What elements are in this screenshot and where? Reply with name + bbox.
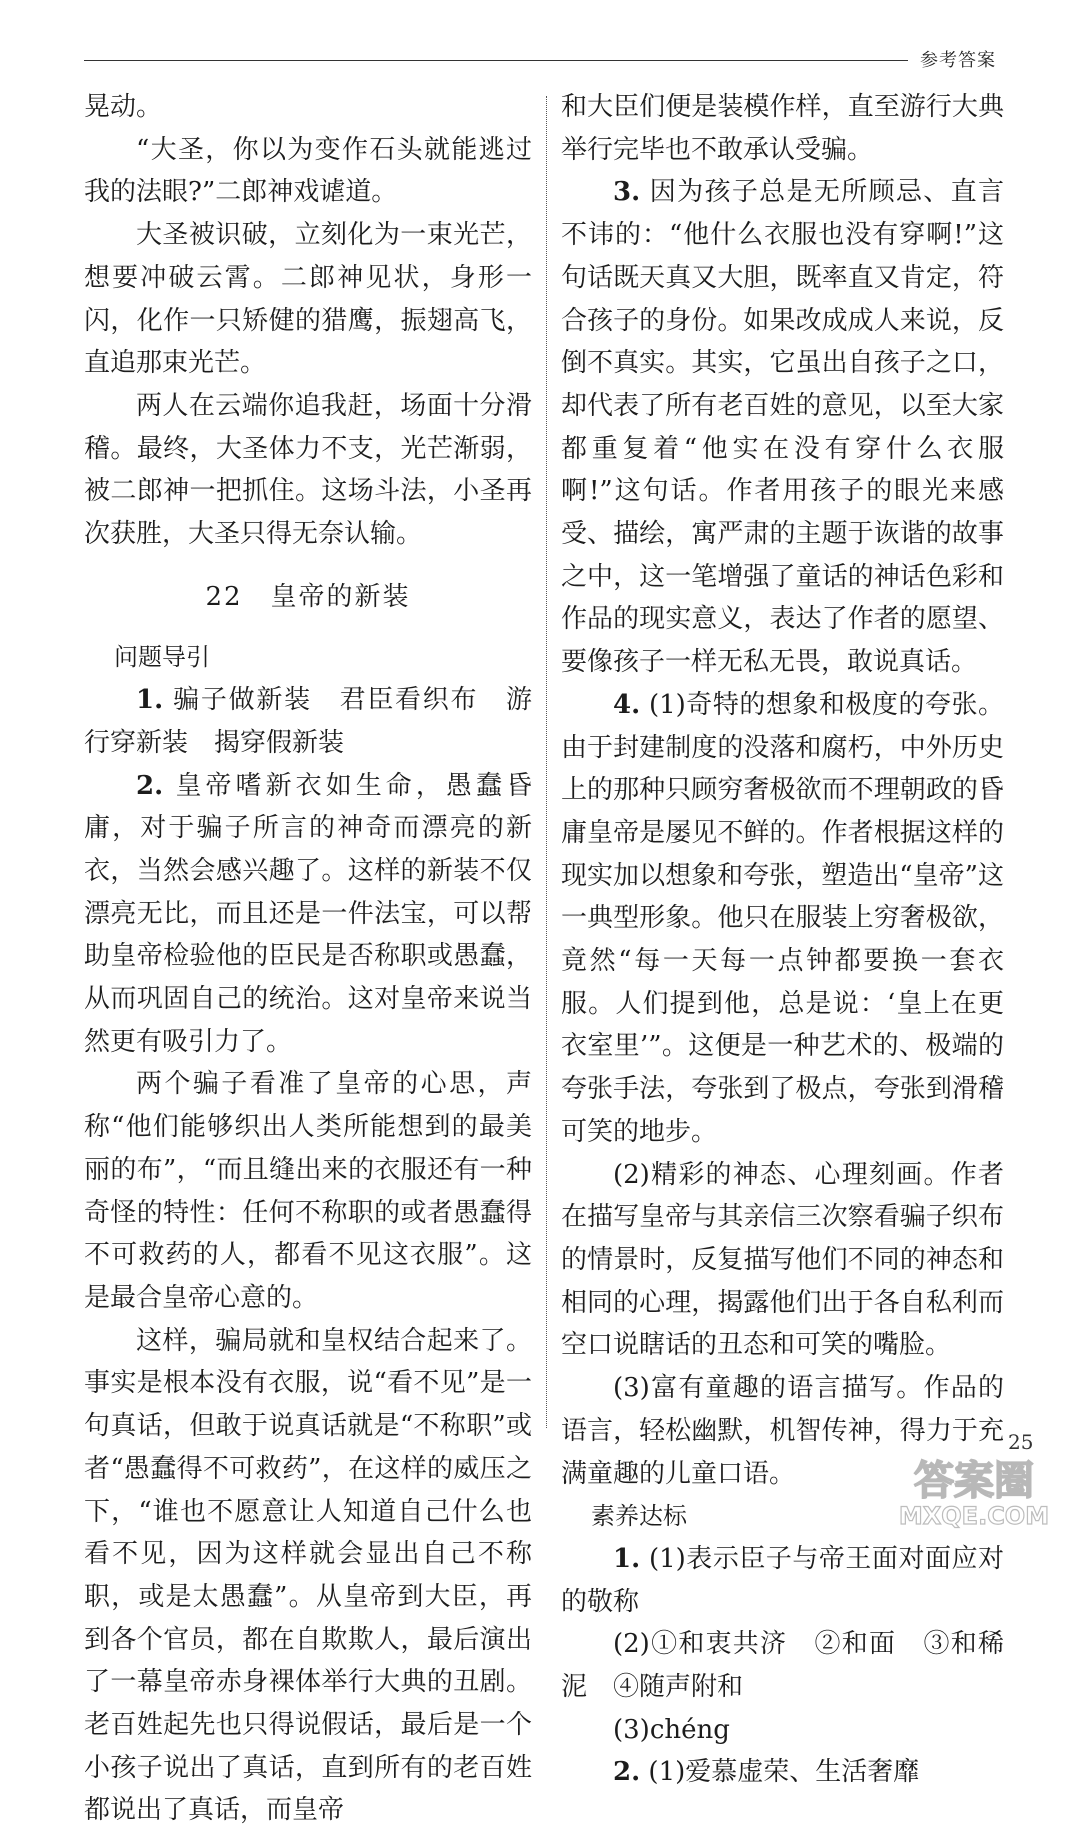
watermark-bottom-text: MXQE.COM <box>898 1502 1050 1530</box>
answer-paragraph <box>84 765 532 1064</box>
answer-paragraph <box>561 1709 1004 1752</box>
item-number: 4. <box>613 689 641 720</box>
answer-paragraph <box>84 679 532 764</box>
answer-paragraph <box>561 684 1004 1154</box>
right-column <box>561 86 1004 1794</box>
paragraph-text: (1)表示臣子与帝王面对面应对的敬称 <box>561 1543 1004 1617</box>
item-number: 1. <box>613 1543 641 1574</box>
watermark-top-text: 答案圈 <box>914 1458 1034 1504</box>
paragraph-text: 两人在云端你追我赶，场面十分滑稽。最终，大圣体力不支，光芒渐弱，被二郎神一把抓住。这场斗法，小圣再次获胜，大圣只得无奈认输。 <box>84 390 532 550</box>
item-number: 2. <box>136 770 164 801</box>
paragraph-text: 因为孩子总是无所顾忌、直言不讳的：“他什么衣服也没有穿啊!”这句话既天真又大胆，既率直又肯定，符合孩子的身份。如果改成成人来说，反倒不真实。其实，它虽出自孩子之口，却代表了所有老百姓的意见，以至大家都重复着“他实在没有穿什么衣服啊!”这句话。作者用孩子的眼光来感受、描绘，寓严肃的主题于诙谐的故事之中，这一笔增强了童话的神话色彩和作品的现实意义，表达了作者的愿望、要像孩子一样无私无畏，敢说真话。 <box>561 177 1004 678</box>
section-title <box>84 576 532 619</box>
paragraph-text: 两个骗子看准了皇帝的心思，声称“他们能够织出人类所能想到的最美丽的布”，“而且缝出来的衣服还有一种奇怪的特性：任何不称职的或者愚蠢得不可救药的人，都看不见这衣服”。这是最合皇帝心意的。 <box>84 1069 532 1313</box>
header-rule <box>84 60 908 61</box>
item-number: 1. <box>136 685 164 716</box>
answer-paragraph <box>561 1751 1004 1794</box>
paragraph-text: 22 皇帝的新装 <box>205 581 411 612</box>
subsection-heading <box>84 636 532 679</box>
watermark-logo <box>884 1448 1064 1530</box>
paragraph-text: (3)富有童趣的语言描写。作品的语言，轻松幽默，机智传神，得力于充满童趣的儿童口语。 <box>561 1373 1004 1489</box>
paragraph-text: 问题导引 <box>114 643 210 672</box>
paragraph-text: (3)chéng <box>613 1714 730 1745</box>
paragraph-text: 晃动。 <box>84 92 163 122</box>
paragraph-text: 大圣被识破，立刻化为一束光芒，想要冲破云霄。二郎神见状，身形一闪，化作一只矫健的猎鹰，振翅高飞，直追那束光芒。 <box>84 220 532 379</box>
left-column <box>84 86 532 1832</box>
paragraph-text: 这样，骗局就和皇权结合起来了。事实是根本没有衣服，说“看不见”是一句真话，但敢于说真话就是“不称职”或者“愚蠢得不可救药”，在这样的威压之下，“谁也不愿意让人知道自己什么也看不见，因为这样就会显出自己不称职，或是太愚蠢”。从皇帝到大臣，再到各个官员，都在自欺欺人，最后演出了一幕皇帝赤身裸体举行大典的丑剧。老百姓起先也只得说假话，最后是一个小孩子说出了真话，直到所有的老百姓都说出了真话，而皇帝 <box>84 1325 532 1826</box>
answer-paragraph <box>561 1623 1004 1708</box>
answer-paragraph <box>84 1063 532 1319</box>
paragraph-text: “大圣，你以为变作石头就能逃过我的法眼?”二郎神戏谑道。 <box>84 134 532 208</box>
item-number: 2. <box>613 1757 641 1788</box>
paragraph-text: (2)①和衷共济 ②和面 ③和稀泥 ④随声附和 <box>561 1629 1004 1703</box>
paragraph-text: 骗子做新装 君臣看织布 游行穿新装 揭穿假新装 <box>84 685 532 758</box>
paragraph-text: 素养达标 <box>591 1502 687 1531</box>
paragraph-text: (1)奇特的想象和极度的夸张。由于封建制度的没落和腐朽，中外历史上的那种只顾穷奢极欲而不理朝政的昏庸皇帝是屡见不鲜的。作者根据这样的现实加以想象和夸张，塑造出“皇帝”这一典型形象。他只在服装上穷奢极欲，竟然“每一天每一点钟都要换一套衣服。人们提到他，总是说：‘皇上在更衣室里’”。这便是一种艺术的、极端的夸张手法，夸张到了极点，夸张到滑稽可笑的地步。 <box>561 689 1004 1147</box>
running-header: 参考答案 <box>920 50 996 71</box>
answer-paragraph <box>84 385 532 556</box>
paragraph-text: 和大臣们便是装模作样，直至游行大典举行完毕也不敢承认受骗。 <box>561 92 1004 165</box>
answer-paragraph <box>84 86 532 129</box>
answer-paragraph <box>84 1320 532 1832</box>
answer-paragraph <box>561 171 1004 683</box>
paragraph-text: 皇帝嗜新衣如生命，愚蠢昏庸，对于骗子所言的神奇而漂亮的新衣，当然会感兴趣了。这样的新装不仅漂亮无比，而且还是一件法宝，可以帮助皇帝检验他的臣民是否称职或愚蠢，从而巩固自己的统治。这对皇帝来说当然更有吸引力了。 <box>84 770 532 1057</box>
answer-paragraph <box>561 1154 1004 1368</box>
answer-paragraph <box>561 1538 1004 1623</box>
paragraph-text: (1)爱慕虚荣、生活奢靡 <box>648 1757 920 1788</box>
paragraph-text: (2)精彩的神态、心理刻画。作者在描写皇帝与其亲信三次察看骗子织布的情景时，反复描写他们不同的神态和相同的心理，揭露他们出于各自私利而空口说瞎话的丑态和可笑的嘴脸。 <box>561 1159 1004 1361</box>
column-divider <box>546 96 547 1428</box>
item-number: 3. <box>613 177 641 208</box>
answer-paragraph <box>84 129 532 214</box>
page-number: 25 <box>1008 1430 1034 1454</box>
answer-paragraph <box>84 214 532 385</box>
answer-paragraph <box>561 86 1004 171</box>
